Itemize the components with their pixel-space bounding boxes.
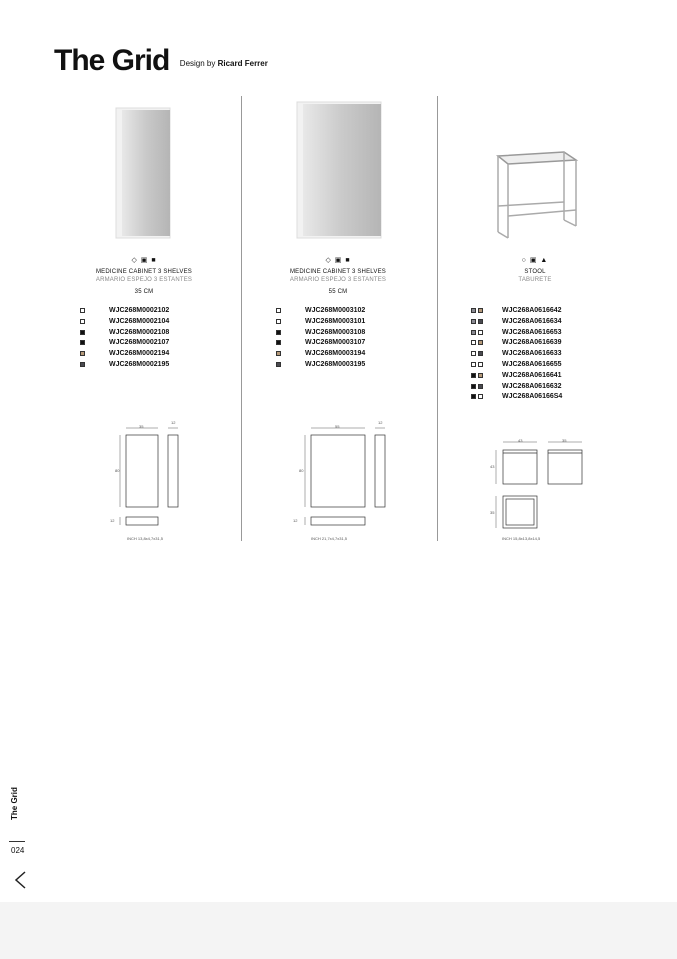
finish-swatch [471,308,476,313]
product-code: WJC268M0002102 [109,307,170,314]
dim-depth: 35 [562,438,567,443]
finish-symbols: ◇ ▣ ■ [325,257,351,264]
code-row [49,339,239,350]
dim-height: 80 [115,468,120,473]
product-code: WJC268M0003194 [305,350,366,358]
code-row [49,307,239,318]
finish-swatch [478,308,483,313]
footer-bar [0,902,677,959]
product-code: WJC268A0616655 [502,360,562,368]
code-row [49,350,239,361]
dim-height: 80 [299,468,304,473]
finish-swatch [478,373,483,378]
column-divider [437,96,438,541]
inch-dimensions: INCH 21,7x4,7x31,5 [311,536,348,541]
cabinet-55-image [295,100,383,240]
finish-swatch [276,362,281,367]
stool-drawing [490,434,590,534]
back-arrow-icon[interactable] [11,868,33,892]
code-row [49,361,239,372]
product-code: WJC268M0002107 [109,339,170,347]
finish-swatch [80,362,85,367]
finish-swatch [471,330,476,335]
finish-swatch [471,362,476,367]
finish-symbols: ○ ▣ ▲ [521,257,549,264]
code-row [440,350,630,361]
dim-width: 35 [139,424,144,429]
code-row [440,383,630,394]
code-row [49,329,239,340]
finish-swatch [478,394,483,399]
product-code: WJC268A0616634 [502,317,562,325]
finish-swatch [80,340,85,345]
code-row [440,329,630,340]
code-row [440,372,630,383]
finish-swatch [471,384,476,389]
code-row [243,329,433,340]
finish-swatch [80,319,85,324]
finish-swatch [80,330,85,335]
product-name: MEDICINE CABINET 3 SHELVES [95,269,192,275]
product-code: WJC268M0003195 [305,360,366,368]
product-name: MEDICINE CABINET 3 SHELVES [289,269,386,275]
product-name-es: ARMARIO ESPEJO 3 ESTANTES [289,277,387,283]
product-code: WJC268M0002108 [109,328,170,336]
product-code: WJC268A0616642 [502,307,562,314]
finish-swatch [276,351,281,356]
product-size: 55 CM [328,289,348,295]
code-row [243,339,433,350]
code-list [243,307,433,372]
finish-swatch [478,330,483,335]
code-row [440,339,630,350]
dim-width: 43 [518,438,523,443]
product-code: WJC268A0616633 [502,350,562,358]
dim-depth: 12 [378,420,383,425]
product-name-es: ARMARIO ESPEJO 3 ESTANTES [95,277,193,283]
finish-swatch [471,394,476,399]
finish-symbols: ◇ ▣ ■ [131,257,157,264]
side-section-title: The Grid [10,787,19,820]
dim-base: 12 [110,518,115,523]
code-row [243,307,433,318]
dim-seat: 35 [490,510,495,515]
finish-swatch [471,351,476,356]
finish-swatch [478,362,483,367]
designer-credit [180,59,268,68]
finish-swatch [471,319,476,324]
page-header [54,44,268,78]
stool-image [490,146,580,242]
code-list [440,307,630,404]
finish-swatch [276,319,281,324]
code-row [440,307,630,318]
product-code: WJC268A0616641 [502,371,562,379]
finish-swatch [276,340,281,345]
product-code: WJC268A0616653 [502,328,562,336]
finish-swatch [478,351,483,356]
finish-swatch [478,319,483,324]
product-code: WJC268A0616639 [502,339,562,347]
page-title: The Grid [54,44,170,77]
designer-name: Ricard Ferrer [217,59,268,68]
finish-swatch [276,308,281,313]
code-row [440,361,630,372]
dim-height: 43 [490,464,495,469]
dim-depth: 12 [171,420,176,425]
finish-swatch [471,340,476,345]
product-code: WJC268A06166S4 [502,393,563,401]
dim-width: 55 [335,424,340,429]
finish-swatch [80,308,85,313]
page-rule [9,841,25,842]
product-code: WJC268M0003102 [305,307,366,314]
finish-swatch [471,373,476,378]
product-name: STOOL [524,269,546,275]
code-row [243,350,433,361]
code-row [440,393,630,404]
cabinet-35-image [113,106,173,240]
column-divider [241,96,242,541]
cabinet-55-drawing [301,418,401,528]
code-row [243,361,433,372]
cabinet-35-drawing [109,418,189,528]
dim-base: 12 [293,518,298,523]
product-code: WJC268M0003101 [305,317,366,325]
finish-swatch [478,384,483,389]
finish-swatch [478,340,483,345]
product-size: 35 CM [134,289,154,295]
code-row [49,318,239,329]
designer-prefix: Design by [179,59,216,68]
page-number: 024 [11,846,25,855]
product-name-es: TABURETE [518,277,552,283]
product-code: WJC268M0002195 [109,360,170,368]
product-code: WJC268M0003108 [305,328,366,336]
inch-dimensions: INCH 15,8x13,8x14,5 [502,536,541,541]
finish-swatch [276,330,281,335]
code-row [440,318,630,329]
code-row [243,318,433,329]
code-list [49,307,239,372]
product-code: WJC268A0616632 [502,382,562,390]
inch-dimensions: INCH 13,8x4,7x31,5 [127,536,164,541]
product-code: WJC268M0003107 [305,339,366,347]
product-code: WJC268M0002104 [109,317,170,325]
finish-swatch [80,351,85,356]
product-code: WJC268M0002194 [109,350,170,358]
